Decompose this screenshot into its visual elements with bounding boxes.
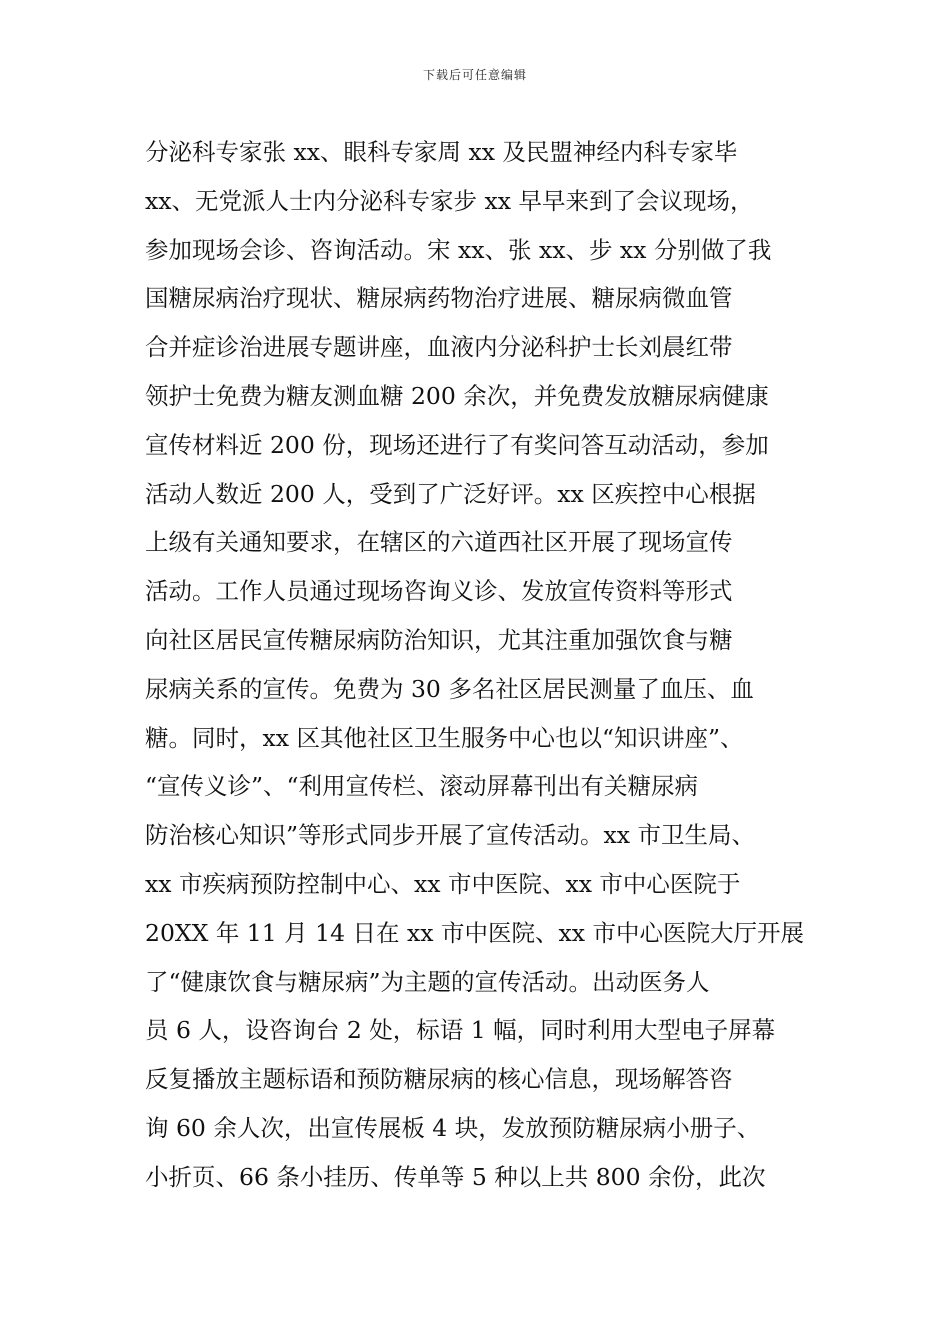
text-line: xx、无党派人士内分泌科专家步 xx 早早来到了会议现场， [145,186,754,215]
text-line: 上级有关通知要求，在辖区的六道西社区开展了现场宣传 [145,528,733,557]
text-line: 尿病关系的宣传。免费为 30 多名社区居民测量了血压、血 [145,674,754,703]
text-line: 询 60 余人次，出宣传展板 4 块，发放预防糖尿病小册子、 [145,1113,761,1142]
document-body [145,128,835,1202]
text-line: 了“健康饮食与糖尿病”为主题的宣传活动。出动医务人 [145,967,710,996]
text-line: 宣传材料近 200 份，现场还进行了有奖问答互动活动，参加 [145,430,769,459]
text-line: 参加现场会诊、咨询活动。宋 xx、张 xx、步 xx 分别做了我 [145,235,772,264]
text-line: xx 市疾病预防控制中心、xx 市中医院、xx 市中心医院于 [145,869,741,898]
text-line: 反复播放主题标语和预防糖尿病的核心信息，现场解答咨 [145,1065,733,1094]
text-line: “宣传义诊”、“利用宣传栏、滚动屏幕刊出有关糖尿病 [145,772,699,801]
text-line: 员 6 人，设咨询台 2 处，标语 1 幅，同时利用大型电子屏幕 [145,1016,776,1045]
text-line: 防治核心知识”等形式同步开展了宣传活动。xx 市卫生局、 [145,821,755,850]
text-line: 糖。同时，xx 区其他社区卫生服务中心也以“知识讲座”、 [145,723,744,752]
text-line: 20XX 年 11 月 14 日在 xx 市中医院、xx 市中心医院大厅开展 [145,918,804,947]
text-line: 合并症诊治进展专题讲座，血液内分泌科护士长刘晨红带 [145,333,733,362]
text-line: 小折页、66 条小挂历、传单等 5 种以上共 800 余份，此次 [145,1162,766,1191]
text-line: 向社区居民宣传糖尿病防治知识，尤其注重加强饮食与糖 [145,625,733,654]
text-line: 分泌科专家张 xx、眼科专家周 xx 及民盟神经内科专家毕 [145,138,738,166]
text-line: 领护士免费为糖友测血糖 200 余次，并免费发放糖尿病健康 [145,381,769,410]
text-line: 活动。工作人员通过现场咨询义诊、发放宣传资料等形式 [145,577,733,606]
text-line: 国糖尿病治疗现状、糖尿病药物治疗进展、糖尿病微血管 [145,284,733,313]
text-line: 活动人数近 200 人，受到了广泛好评。xx 区疾控中心根据 [145,479,756,508]
page-header: 下载后可任意编辑 [422,68,527,82]
